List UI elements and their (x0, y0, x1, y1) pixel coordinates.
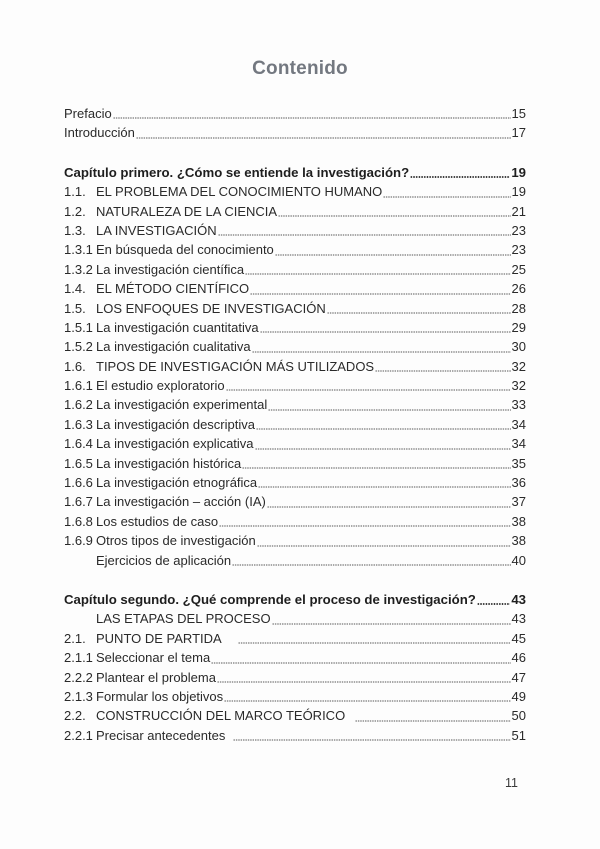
dot-leader (218, 224, 511, 236)
section-number: 1.6.7 (64, 494, 93, 510)
dot-leader (233, 729, 510, 741)
toc-entry-page: 40 (511, 552, 526, 568)
toc-entry-label: La investigación histórica (96, 455, 242, 471)
toc-entry-label: El estudio exploratorio (96, 378, 225, 394)
section-number: 2.1. (64, 630, 86, 646)
toc-entry-exercises[interactable] (64, 551, 526, 570)
section-number: 1.1. (64, 184, 86, 200)
chapter-page: 43 (511, 591, 526, 607)
toc-entry-label: LAS ETAPAS DEL PROCESO (96, 611, 271, 627)
toc-entry-page: 33 (511, 397, 526, 413)
toc-entry-page: 19 (511, 184, 526, 200)
section-number: 1.6.9 (64, 533, 93, 549)
toc-entry[interactable] (64, 512, 526, 531)
toc-entry-label: Introducción (64, 125, 135, 141)
section-number: 2.2.1 (64, 727, 93, 743)
dot-leader (257, 535, 511, 547)
dot-leader (242, 457, 510, 469)
dot-leader (238, 632, 511, 644)
toc-chapter-heading-2[interactable] (64, 590, 526, 609)
toc-entry-page: 36 (511, 475, 526, 491)
dot-leader (410, 166, 510, 178)
toc-entry[interactable] (64, 687, 526, 706)
section-number: 1.6.4 (64, 436, 93, 452)
toc-entry[interactable] (64, 182, 526, 201)
toc-entry-label: La investigación descriptiva (96, 416, 255, 432)
toc-entry-label: TIPOS DE INVESTIGACIÓN MÁS UTILIZADOS (96, 358, 375, 374)
toc-entry[interactable] (64, 434, 526, 453)
toc-entry-page: 29 (511, 319, 526, 335)
table-of-contents (64, 104, 526, 745)
toc-entry-label: La investigación – acción (IA) (96, 494, 266, 510)
toc-entry-page: 34 (511, 416, 526, 432)
toc-entry[interactable] (64, 337, 526, 356)
section-number: 1.3.2 (64, 261, 93, 277)
toc-entry-page: 15 (511, 106, 526, 121)
toc-entry-page: 45 (511, 630, 526, 646)
dot-leader (268, 399, 510, 411)
section-number: 1.5. (64, 300, 86, 316)
toc-entry[interactable] (64, 260, 526, 279)
toc-entry[interactable] (64, 531, 526, 550)
dot-leader (252, 341, 511, 353)
dot-leader (250, 283, 510, 295)
toc-entry-label: NATURALEZA DE LA CIENCIA (96, 203, 278, 219)
toc-entry-label: LA INVESTIGACIÓN (96, 222, 217, 238)
toc-entry-page: 23 (511, 242, 526, 258)
section-number: 1.6.3 (64, 416, 93, 432)
section-number: 2.2. (64, 708, 86, 724)
toc-entry[interactable] (64, 454, 526, 473)
toc-entry[interactable] (64, 668, 526, 687)
toc-entry-introduccion[interactable] (64, 123, 526, 142)
section-number: 1.6.5 (64, 455, 93, 471)
toc-chapter-heading-1[interactable] (64, 163, 526, 182)
dot-leader (258, 476, 510, 488)
toc-entry-label: La investigación experimental (96, 397, 268, 413)
toc-entry-page: 21 (511, 203, 526, 219)
toc-entry-page: 38 (511, 513, 526, 529)
toc-entry-label: EL PROBLEMA DEL CONOCIMIENTO HUMANO (96, 184, 383, 200)
toc-entry-page: 25 (511, 261, 526, 277)
toc-entry-page: 38 (511, 533, 526, 549)
dot-leader (232, 554, 510, 566)
toc-entry-page: 35 (511, 455, 526, 471)
toc-entry-label: Seleccionar el tema (96, 650, 211, 666)
toc-entry-label: PUNTO DE PARTIDA (96, 630, 222, 646)
section-number: 1.2. (64, 203, 86, 219)
dot-leader (260, 321, 511, 333)
toc-entry-label: Formular los objetivos (96, 688, 224, 704)
toc-entry-page: 34 (511, 436, 526, 452)
dot-leader (355, 710, 510, 722)
toc-entry-page: 49 (511, 688, 526, 704)
toc-entry-label: CONSTRUCCIÓN DEL MARCO TEÓRICO (96, 708, 346, 724)
toc-entry-label: LOS ENFOQUES DE INVESTIGACIÓN (96, 300, 326, 316)
section-number: 2.1.3 (64, 688, 93, 704)
section-number: 1.6.8 (64, 513, 93, 529)
toc-entry-label: Otros tipos de investigación (96, 533, 256, 549)
toc-entry[interactable] (64, 648, 526, 667)
toc-entry[interactable] (64, 629, 526, 648)
toc-entry-label: La investigación explicativa (96, 436, 254, 452)
dot-leader (278, 205, 510, 217)
dot-leader (275, 244, 511, 256)
toc-entry[interactable] (64, 376, 526, 395)
toc-entry-label: La investigación etnográfica (96, 475, 258, 491)
chapter-title: Capítulo primero. ¿Cómo se entiende la investigación? (64, 164, 410, 180)
toc-entry[interactable] (64, 706, 526, 725)
toc-entry-label: Prefacio (64, 106, 112, 121)
toc-entry-page: 32 (511, 358, 526, 374)
toc-entry-page: 32 (511, 378, 526, 394)
toc-entry[interactable] (64, 202, 526, 221)
dot-leader (219, 515, 510, 527)
page-title: Contenido (252, 58, 348, 79)
toc-entry-label: En búsqueda del conocimiento (96, 242, 274, 258)
toc-entry[interactable] (64, 221, 526, 240)
dot-leader (272, 613, 511, 625)
dot-leader (217, 671, 511, 683)
toc-entry-label: La investigación científica (96, 261, 245, 277)
dot-leader (267, 496, 511, 508)
section-number: 1.6. (64, 358, 86, 374)
toc-entry[interactable] (64, 395, 526, 414)
toc-entry[interactable] (64, 318, 526, 337)
toc-entry-page: 51 (511, 727, 526, 743)
toc-entry-prefacio[interactable] (64, 104, 526, 123)
page-number: 11 (505, 776, 518, 790)
dot-leader (113, 107, 511, 119)
dot-leader (327, 302, 511, 314)
dot-leader (224, 690, 510, 702)
section-number: 1.3. (64, 222, 86, 238)
toc-entry-label: EL MÉTODO CIENTÍFICO (96, 281, 250, 297)
section-number: 1.4. (64, 281, 86, 297)
dot-leader (245, 263, 510, 275)
toc-entry-page: 17 (511, 125, 526, 141)
toc-entry[interactable] (64, 492, 526, 511)
toc-entry-label: Los estudios de caso (96, 513, 219, 529)
toc-entry-page: 28 (511, 300, 526, 316)
toc-entry[interactable] (64, 279, 526, 298)
toc-entry[interactable] (64, 726, 526, 745)
chapter-page: 19 (511, 164, 526, 180)
toc-entry-page: 30 (511, 339, 526, 355)
section-number: 2.1.1 (64, 650, 93, 666)
section-number: 2.2.2 (64, 669, 93, 685)
dot-leader (136, 127, 511, 139)
section-number: 1.5.1 (64, 319, 93, 335)
toc-entry-page: 43 (511, 611, 526, 627)
toc-entry-label: La investigación cualitativa (96, 339, 251, 355)
toc-entry-page: 47 (511, 669, 526, 685)
toc-entry-page: 46 (511, 650, 526, 666)
toc-entry-page: 23 (511, 222, 526, 238)
toc-entry[interactable] (64, 299, 526, 318)
dot-leader (211, 652, 510, 664)
section-number: 1.6.6 (64, 475, 93, 491)
toc-entry[interactable] (64, 240, 526, 259)
toc-entry[interactable] (64, 609, 526, 628)
toc-entry-label: La investigación cuantitativa (96, 319, 259, 335)
toc-entry-page: 50 (511, 708, 526, 724)
section-number: 1.3.1 (64, 242, 93, 258)
section-number: 1.6.2 (64, 397, 93, 413)
toc-entry-label: Precisar antecedentes (96, 727, 226, 743)
dot-leader (383, 186, 510, 198)
toc-entry-label: Ejercicios de aplicación (96, 552, 232, 568)
dot-leader (255, 438, 511, 450)
toc-entry[interactable] (64, 357, 526, 376)
toc-entry-page: 26 (511, 281, 526, 297)
toc-entry-page: 37 (511, 494, 526, 510)
dot-leader (375, 360, 510, 372)
toc-entry[interactable] (64, 415, 526, 434)
section-number: 1.5.2 (64, 339, 93, 355)
chapter-title: Capítulo segundo. ¿Qué comprende el proceso de investigación? (64, 591, 476, 607)
dot-leader (226, 379, 511, 391)
section-number: 1.6.1 (64, 378, 93, 394)
toc-entry[interactable] (64, 473, 526, 492)
dot-leader (477, 593, 511, 605)
toc-entry-label: Plantear el problema (96, 669, 216, 685)
dot-leader (256, 418, 511, 430)
